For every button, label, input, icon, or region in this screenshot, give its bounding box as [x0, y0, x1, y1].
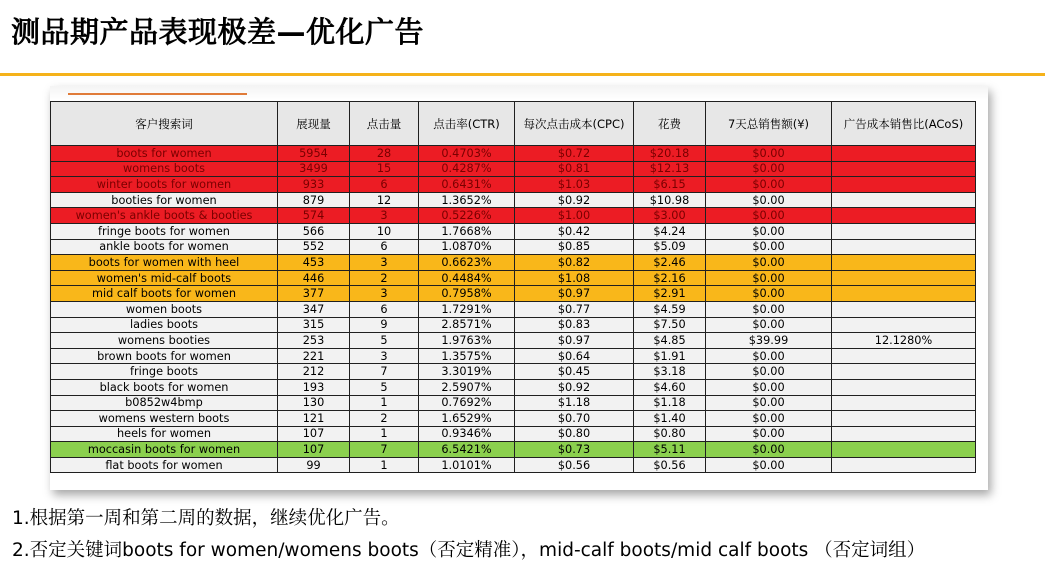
header-cpc: 每次点击成本(CPC) — [515, 102, 634, 146]
cell-acos — [832, 317, 976, 333]
cell-cpc: $1.18 — [515, 395, 634, 411]
cell-spend: $0.56 — [634, 457, 706, 473]
cell-impressions: 99 — [278, 457, 350, 473]
cell-acos — [832, 192, 976, 208]
cell-spend: $2.46 — [634, 255, 706, 271]
cell-cpc: $0.42 — [515, 223, 634, 239]
header-acos: 广告成本销售比(ACoS) — [832, 102, 976, 146]
cell-ctr: 2.5907% — [419, 379, 515, 395]
cell-search-term: winter boots for women — [51, 177, 278, 193]
cell-cpc: $0.97 — [515, 333, 634, 349]
cell-clicks: 6 — [350, 301, 419, 317]
cell-spend: $10.98 — [634, 192, 706, 208]
cell-ctr: 0.4484% — [419, 270, 515, 286]
cell-impressions: 212 — [278, 364, 350, 380]
cell-ctr: 1.0870% — [419, 239, 515, 255]
cell-7day-sales: $0.00 — [706, 379, 832, 395]
cell-clicks: 3 — [350, 348, 419, 364]
table-body — [51, 146, 976, 473]
cell-impressions: 107 — [278, 426, 350, 442]
cell-clicks: 9 — [350, 317, 419, 333]
table-row — [51, 146, 976, 162]
cell-cpc: $0.77 — [515, 301, 634, 317]
table-row — [51, 208, 976, 224]
cell-impressions: 193 — [278, 379, 350, 395]
cell-clicks: 2 — [350, 411, 419, 427]
cell-search-term: black boots for women — [51, 379, 278, 395]
cell-acos — [832, 301, 976, 317]
cell-7day-sales: $0.00 — [706, 177, 832, 193]
cell-7day-sales: $39.99 — [706, 333, 832, 349]
cell-clicks: 7 — [350, 364, 419, 380]
table-row — [51, 457, 976, 473]
cell-acos — [832, 411, 976, 427]
cell-impressions: 552 — [278, 239, 350, 255]
cell-search-term: women's ankle boots & booties — [51, 208, 278, 224]
cell-search-term: women's mid-calf boots — [51, 270, 278, 286]
title-divider — [0, 73, 1045, 76]
header-7day-sales: 7天总销售额(¥) — [706, 102, 832, 146]
cell-acos: 12.1280% — [832, 333, 976, 349]
table-row — [51, 161, 976, 177]
cell-ctr: 1.7668% — [419, 223, 515, 239]
cell-ctr: 0.4287% — [419, 161, 515, 177]
cell-spend: $2.91 — [634, 286, 706, 302]
cell-7day-sales: $0.00 — [706, 442, 832, 458]
cell-spend: $4.59 — [634, 301, 706, 317]
cell-acos — [832, 255, 976, 271]
cell-ctr: 1.9763% — [419, 333, 515, 349]
cell-7day-sales: $0.00 — [706, 161, 832, 177]
cell-clicks: 5 — [350, 333, 419, 349]
cell-clicks: 10 — [350, 223, 419, 239]
cell-cpc: $0.72 — [515, 146, 634, 162]
cell-clicks: 1 — [350, 395, 419, 411]
cell-clicks: 2 — [350, 270, 419, 286]
cell-ctr: 6.5421% — [419, 442, 515, 458]
cell-search-term: b0852w4bmp — [51, 395, 278, 411]
cell-impressions: 879 — [278, 192, 350, 208]
cell-spend: $5.11 — [634, 442, 706, 458]
cell-acos — [832, 270, 976, 286]
cell-ctr: 0.7692% — [419, 395, 515, 411]
cell-cpc: $0.45 — [515, 364, 634, 380]
cell-search-term: booties for women — [51, 192, 278, 208]
cell-clicks: 7 — [350, 442, 419, 458]
cell-search-term: mid calf boots for women — [51, 286, 278, 302]
cell-ctr: 0.6431% — [419, 177, 515, 193]
table-header-row — [51, 102, 976, 146]
cell-acos — [832, 426, 976, 442]
cell-clicks: 6 — [350, 239, 419, 255]
cell-acos — [832, 161, 976, 177]
cell-impressions: 453 — [278, 255, 350, 271]
cell-search-term: womens western boots — [51, 411, 278, 427]
cell-ctr: 2.8571% — [419, 317, 515, 333]
header-ctr: 点击率(CTR) — [419, 102, 515, 146]
cell-impressions: 253 — [278, 333, 350, 349]
cell-ctr: 1.0101% — [419, 457, 515, 473]
table-row — [51, 255, 976, 271]
table-row — [51, 411, 976, 427]
table-row — [51, 442, 976, 458]
cell-cpc: $0.73 — [515, 442, 634, 458]
note-1: 1.根据第一周和第二周的数据，继续优化广告。 — [12, 508, 400, 529]
cell-ctr: 3.3019% — [419, 364, 515, 380]
cell-search-term: fringe boots — [51, 364, 278, 380]
table-row — [51, 426, 976, 442]
cell-spend: $4.60 — [634, 379, 706, 395]
cell-clicks: 3 — [350, 208, 419, 224]
cell-cpc: $0.81 — [515, 161, 634, 177]
cell-7day-sales: $0.00 — [706, 192, 832, 208]
table-row — [51, 177, 976, 193]
cell-acos — [832, 177, 976, 193]
cell-cpc: $0.92 — [515, 192, 634, 208]
cell-spend: $5.09 — [634, 239, 706, 255]
cell-impressions: 347 — [278, 301, 350, 317]
cell-clicks: 3 — [350, 255, 419, 271]
cell-ctr: 0.4703% — [419, 146, 515, 162]
cell-clicks: 1 — [350, 426, 419, 442]
table-row — [51, 270, 976, 286]
header-search-term: 客户搜索词 — [51, 102, 278, 146]
cell-7day-sales: $0.00 — [706, 364, 832, 380]
cell-impressions: 446 — [278, 270, 350, 286]
cell-acos — [832, 286, 976, 302]
header-impressions: 展现量 — [278, 102, 350, 146]
table-row — [51, 192, 976, 208]
cell-search-term: moccasin boots for women — [51, 442, 278, 458]
cell-impressions: 121 — [278, 411, 350, 427]
card-accent-line — [68, 93, 247, 95]
cell-ctr: 1.3652% — [419, 192, 515, 208]
cell-search-term: brown boots for women — [51, 348, 278, 364]
cell-cpc: $0.97 — [515, 286, 634, 302]
cell-7day-sales: $0.00 — [706, 270, 832, 286]
cell-7day-sales: $0.00 — [706, 457, 832, 473]
cell-cpc: $0.80 — [515, 426, 634, 442]
cell-spend: $7.50 — [634, 317, 706, 333]
header-spend: 花费 — [634, 102, 706, 146]
cell-search-term: flat boots for women — [51, 457, 278, 473]
cell-7day-sales: $0.00 — [706, 146, 832, 162]
cell-cpc: $0.70 — [515, 411, 634, 427]
cell-cpc: $1.03 — [515, 177, 634, 193]
cell-impressions: 3499 — [278, 161, 350, 177]
cell-search-term: boots for women with heel — [51, 255, 278, 271]
cell-search-term: women boots — [51, 301, 278, 317]
cell-acos — [832, 348, 976, 364]
cell-clicks: 3 — [350, 286, 419, 302]
cell-spend: $1.91 — [634, 348, 706, 364]
cell-7day-sales: $0.00 — [706, 255, 832, 271]
cell-impressions: 933 — [278, 177, 350, 193]
table-row — [51, 301, 976, 317]
cell-impressions: 574 — [278, 208, 350, 224]
cell-7day-sales: $0.00 — [706, 208, 832, 224]
cell-search-term: boots for women — [51, 146, 278, 162]
cell-acos — [832, 239, 976, 255]
search-term-table-card — [50, 86, 988, 490]
cell-spend: $20.18 — [634, 146, 706, 162]
cell-7day-sales: $0.00 — [706, 411, 832, 427]
cell-acos — [832, 364, 976, 380]
table-row — [51, 317, 976, 333]
page-title: 测品期产品表现极差—优化广告 — [11, 15, 425, 49]
cell-spend: $3.18 — [634, 364, 706, 380]
cell-spend: $4.24 — [634, 223, 706, 239]
cell-ctr: 0.9346% — [419, 426, 515, 442]
cell-impressions: 566 — [278, 223, 350, 239]
cell-spend: $3.00 — [634, 208, 706, 224]
cell-search-term: ladies boots — [51, 317, 278, 333]
table-row — [51, 333, 976, 349]
cell-clicks: 6 — [350, 177, 419, 193]
cell-clicks: 1 — [350, 457, 419, 473]
cell-cpc: $0.56 — [515, 457, 634, 473]
cell-7day-sales: $0.00 — [706, 348, 832, 364]
cell-search-term: womens booties — [51, 333, 278, 349]
cell-cpc: $1.08 — [515, 270, 634, 286]
table-row — [51, 239, 976, 255]
cell-acos — [832, 442, 976, 458]
cell-7day-sales: $0.00 — [706, 239, 832, 255]
cell-clicks: 5 — [350, 379, 419, 395]
cell-search-term: ankle boots for women — [51, 239, 278, 255]
cell-clicks: 28 — [350, 146, 419, 162]
cell-cpc: $0.82 — [515, 255, 634, 271]
cell-7day-sales: $0.00 — [706, 395, 832, 411]
search-term-table — [50, 101, 976, 473]
table-row — [51, 286, 976, 302]
cell-spend: $4.85 — [634, 333, 706, 349]
table-row — [51, 395, 976, 411]
cell-cpc: $0.64 — [515, 348, 634, 364]
cell-acos — [832, 379, 976, 395]
cell-impressions: 130 — [278, 395, 350, 411]
cell-spend: $12.13 — [634, 161, 706, 177]
cell-acos — [832, 223, 976, 239]
cell-cpc: $0.83 — [515, 317, 634, 333]
cell-impressions: 5954 — [278, 146, 350, 162]
table-row — [51, 379, 976, 395]
table-row — [51, 223, 976, 239]
cell-ctr: 0.7958% — [419, 286, 515, 302]
cell-acos — [832, 457, 976, 473]
cell-spend: $2.16 — [634, 270, 706, 286]
cell-ctr: 1.3575% — [419, 348, 515, 364]
cell-ctr: 0.5226% — [419, 208, 515, 224]
table-row — [51, 364, 976, 380]
cell-spend: $1.18 — [634, 395, 706, 411]
cell-cpc: $0.92 — [515, 379, 634, 395]
cell-7day-sales: $0.00 — [706, 301, 832, 317]
cell-clicks: 12 — [350, 192, 419, 208]
table-row — [51, 348, 976, 364]
cell-search-term: heels for women — [51, 426, 278, 442]
cell-7day-sales: $0.00 — [706, 426, 832, 442]
cell-cpc: $1.00 — [515, 208, 634, 224]
cell-impressions: 315 — [278, 317, 350, 333]
cell-impressions: 377 — [278, 286, 350, 302]
cell-spend: $1.40 — [634, 411, 706, 427]
cell-ctr: 1.7291% — [419, 301, 515, 317]
cell-acos — [832, 208, 976, 224]
cell-spend: $6.15 — [634, 177, 706, 193]
cell-search-term: womens boots — [51, 161, 278, 177]
cell-7day-sales: $0.00 — [706, 317, 832, 333]
cell-clicks: 15 — [350, 161, 419, 177]
cell-ctr: 1.6529% — [419, 411, 515, 427]
cell-cpc: $0.85 — [515, 239, 634, 255]
cell-impressions: 107 — [278, 442, 350, 458]
cell-ctr: 0.6623% — [419, 255, 515, 271]
cell-search-term: fringe boots for women — [51, 223, 278, 239]
cell-spend: $0.80 — [634, 426, 706, 442]
cell-7day-sales: $0.00 — [706, 286, 832, 302]
cell-acos — [832, 146, 976, 162]
note-2: 2.否定关键词boots for women/womens boots（否定精准），mid-calf boots/mid calf boots （否定词组） — [12, 540, 926, 561]
cell-impressions: 221 — [278, 348, 350, 364]
cell-acos — [832, 395, 976, 411]
cell-7day-sales: $0.00 — [706, 223, 832, 239]
header-clicks: 点击量 — [350, 102, 419, 146]
